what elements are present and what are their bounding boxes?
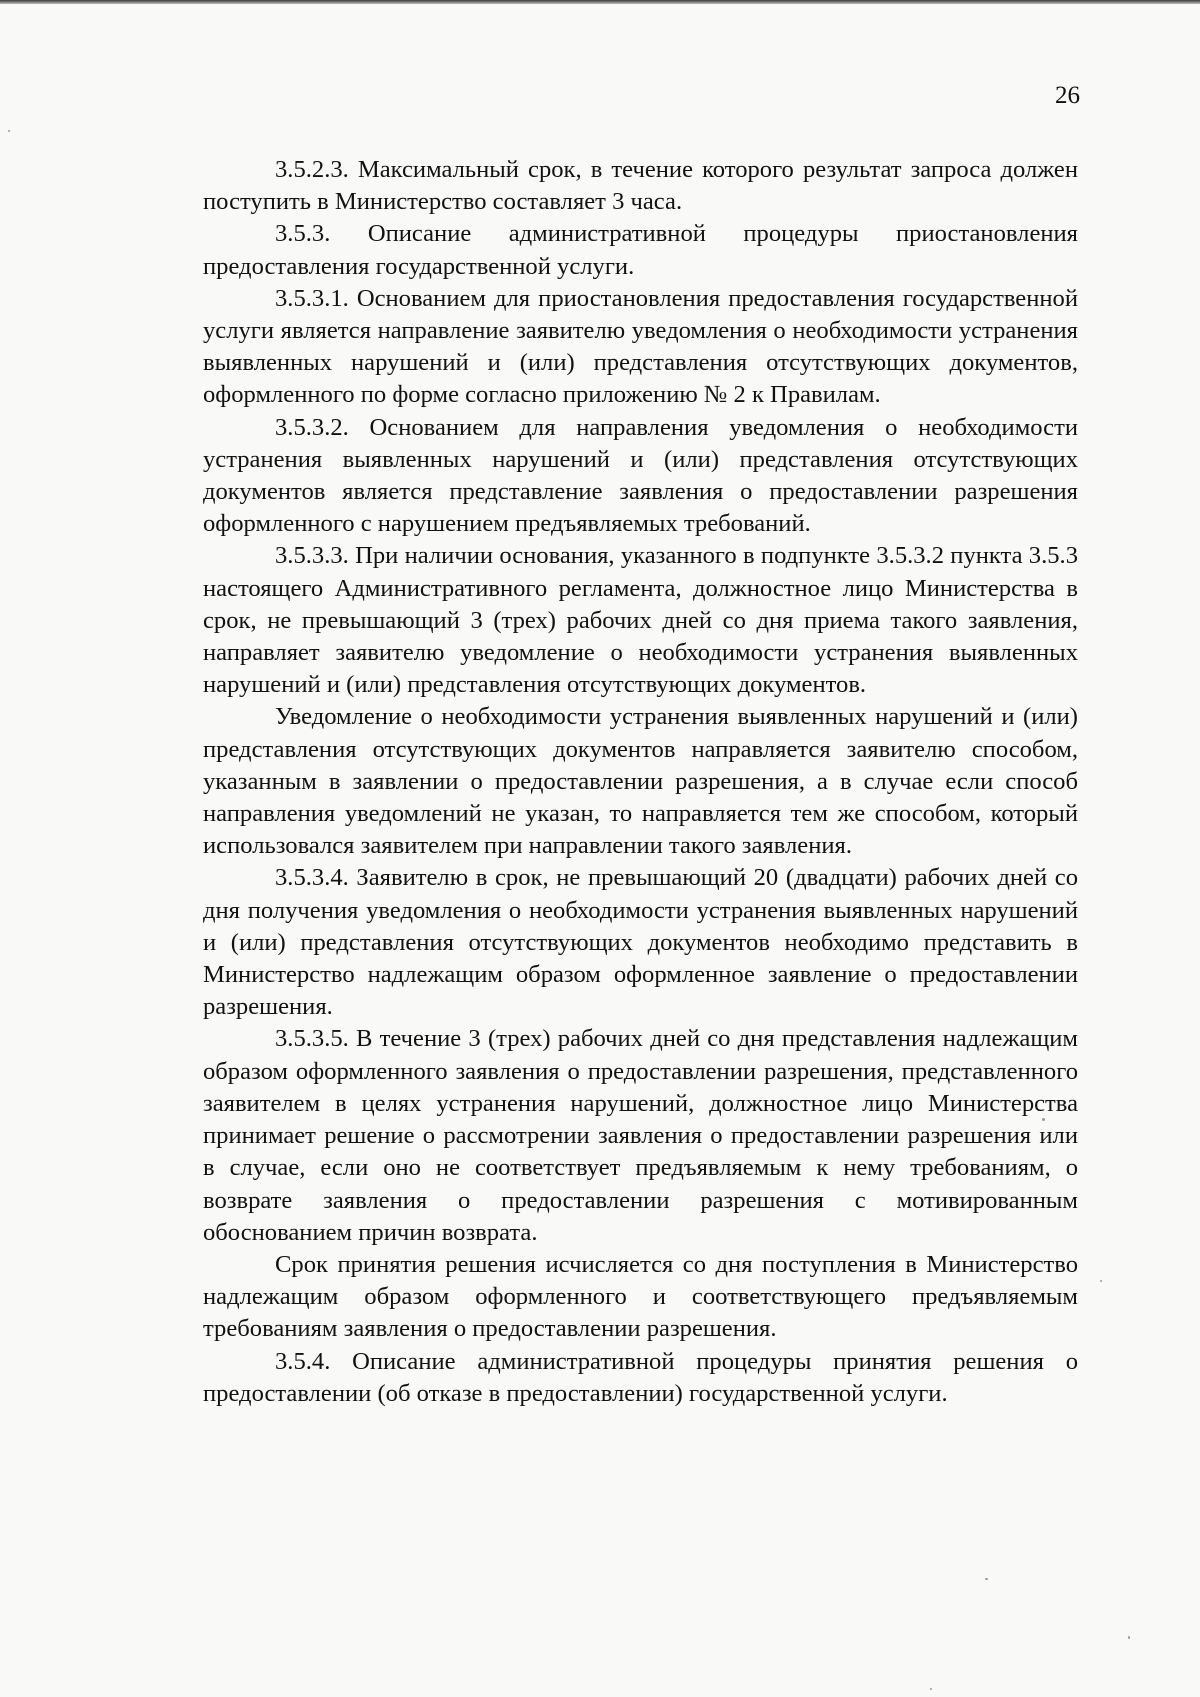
scan-speck [1100,1280,1102,1282]
scan-speck [1128,1636,1130,1639]
paragraph-notification: Уведомление о необходимости устранения выявленных нарушений и (или) представления отсутствующих документов направляется заявителю способом, указанным в заявлении о предоставлении разрешения, а в случае если способ направления уведомлений не указан, то направляется тем же способом, который использовался заявителем при направлении такого заявления. [203,703,1078,860]
scan-speck [1042,1118,1045,1121]
paragraph-3-5-3-4: 3.5.3.4. Заявителю в срок, не превышающий 20 (двадцати) рабочих дней со дня получения уведомления о необходимости устранения выявленных нарушений и (или) представления отсутствующих документов необходимо представить в Министерство надлежащим образом оформленное заявление о предоставлении разрешения. [203,864,1078,1021]
scan-speck [930,1688,932,1690]
paragraph-3-5-4: 3.5.4. Описание административной процедуры принятия решения о предоставлении (об отказе в предоставлении) государственной услуги. [203,1347,1078,1407]
document-body [203,154,1078,1410]
paragraph-3-5-3-3: 3.5.3.3. При наличии основания, указанного в подпункте 3.5.3.2 пункта 3.5.3 настоящего Административного регламента, должностное лицо Министерства в срок, не превышающий 3 (трех) рабочих дней со дня приема такого заявления, направляет заявителю уведомление о необходимости устранения выявленных нарушений и (или) представления отсутствующих документов. [203,542,1078,699]
scan-speck [8,130,10,132]
paragraph-3-5-3-2: 3.5.3.2. Основанием для направления уведомления о необходимости устранения выявленных нарушений и (или) представления отсутствующих документов является представление заявления о предоставлении разрешения оформленного с нарушением предъявляемых требований. [203,413,1078,538]
page-number: 26 [1055,82,1080,109]
paragraph-3-5-2-3: 3.5.2.3. Максимальный срок, в течение которого результат запроса должен поступить в Министерство составляет 3 часа. [203,156,1078,216]
paragraph-3-5-3: 3.5.3. Описание административной процедуры приостановления предоставления государственной услуги. [203,220,1078,280]
paragraph-decision-term: Срок принятия решения исчисляется со дня поступления в Министерство надлежащим образом оформленного и соответствующего предъявляемым требованиям заявления о предоставлении разрешения. [203,1250,1078,1343]
scan-top-edge [0,0,1200,4]
scan-speck [985,1578,988,1580]
paragraph-3-5-3-1: 3.5.3.1. Основанием для приостановления предоставления государственной услуги является направление заявителю уведомления о необходимости устранения выявленных нарушений и (или) представления отсутствующих документов, оформленного по форме согласно приложению № 2 к Правилам. [203,284,1078,409]
paragraph-3-5-3-5: 3.5.3.5. В течение 3 (трех) рабочих дней со дня представления надлежащим образом оформленного заявления о предоставлении разрешения, представленного заявителем в целях устранения нарушений, должностное лицо Министерства принимает решение о рассмотрении заявления о предоставлении разрешения или в случае, если оно не соответствует предъявляемым к нему требованиям, о возврате заявления о предоставлении разрешения с мотивированным обоснованием причин возврата. [203,1025,1078,1246]
